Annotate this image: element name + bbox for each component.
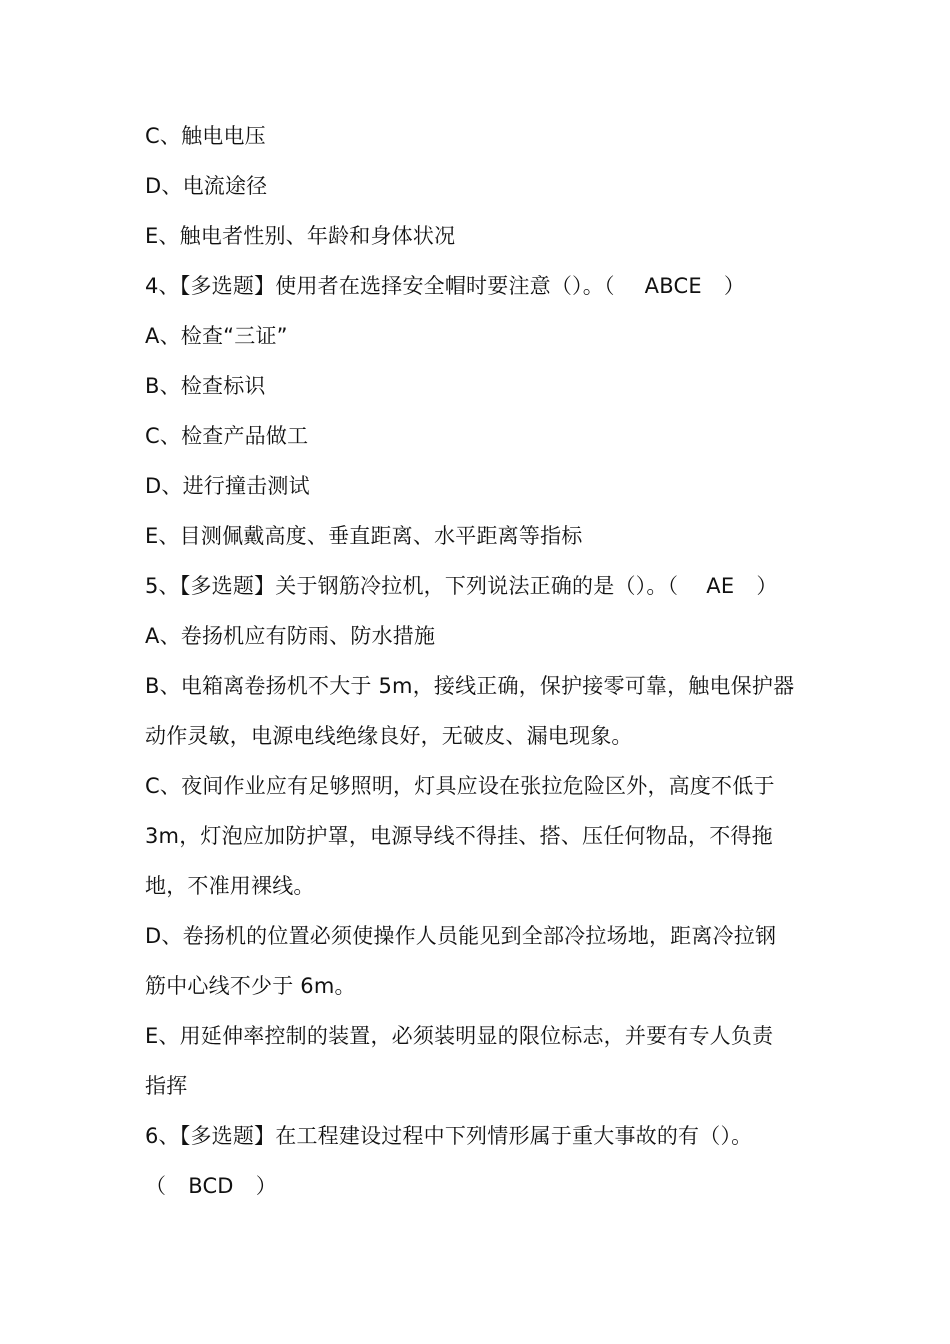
option-line: 3m，灯泡应加防护罩，电源导线不得挂、搭、压任何物品，不得拖 bbox=[145, 824, 773, 848]
answer-line-6 bbox=[145, 1172, 815, 1200]
option-line: D、电流途径 bbox=[145, 174, 268, 198]
question-4 bbox=[145, 272, 815, 300]
option-line: 筋中心线不少于 6m。 bbox=[145, 974, 356, 998]
option-line: 指挥 bbox=[145, 1074, 188, 1098]
close-paren: ） bbox=[723, 274, 746, 298]
option-line: A、检查“三证” bbox=[145, 324, 288, 348]
answer-text: AE bbox=[706, 574, 735, 598]
answer-text: BCD bbox=[188, 1174, 234, 1198]
option-line: 动作灵敏，电源电线绝缘良好，无破皮、漏电现象。 bbox=[145, 724, 633, 748]
option-line: D、进行撞击测试 bbox=[145, 474, 310, 498]
option-line: E、触电者性别、年龄和身体状况 bbox=[145, 224, 456, 248]
option-line: C、检查产品做工 bbox=[145, 424, 309, 448]
question-5 bbox=[145, 572, 815, 600]
question-text: 4、【多选题】使用者在选择安全帽时要注意（）。（ bbox=[145, 274, 615, 298]
answer-text: ABCE bbox=[644, 274, 702, 298]
option-line: E、目测佩戴高度、垂直距离、水平距离等指标 bbox=[145, 524, 583, 548]
option-line: C、夜间作业应有足够照明，灯具应设在张拉危险区外，高度不低于 bbox=[145, 774, 775, 798]
option-line: C、触电电压 bbox=[145, 124, 266, 148]
close-paren: ） bbox=[255, 1174, 277, 1198]
option-line: 地，不准用裸线。 bbox=[145, 874, 315, 898]
option-line: A、卷扬机应有防雨、防水措施 bbox=[145, 624, 436, 648]
open-paren: （ bbox=[145, 1174, 167, 1198]
option-line: E、用延伸率控制的装置，必须装明显的限位标志，并要有专人负责 bbox=[145, 1024, 774, 1048]
question-6: 6、【多选题】在工程建设过程中下列情形属于重大事故的有（）。 bbox=[145, 1124, 753, 1148]
option-line: B、检查标识 bbox=[145, 374, 266, 398]
close-paren: ） bbox=[756, 574, 778, 598]
option-line: D、卷扬机的位置必须使操作人员能见到全部冷拉场地，距离冷拉钢 bbox=[145, 924, 777, 948]
question-text: 5、【多选题】关于钢筋冷拉机，下列说法正确的是（）。（ bbox=[145, 574, 679, 598]
option-line: B、电箱离卷扬机不大于 5m，接线正确，保护接零可靠，触电保护器 bbox=[145, 674, 795, 698]
